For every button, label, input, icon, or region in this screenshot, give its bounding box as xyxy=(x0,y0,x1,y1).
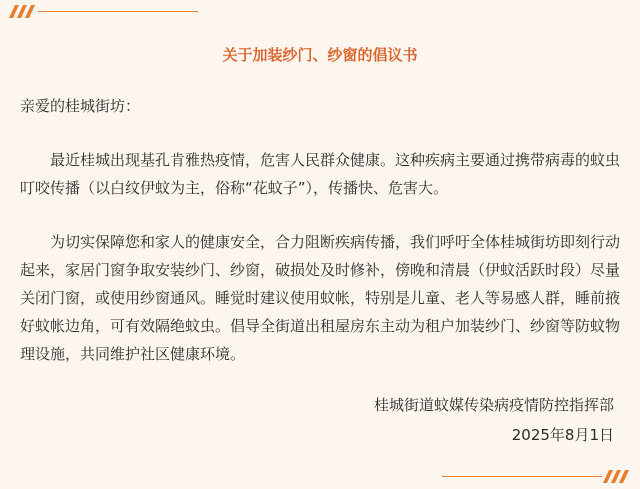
bottom-decoration xyxy=(432,469,632,483)
decorative-slash xyxy=(619,470,629,483)
signature-date: 2025年8月1日 xyxy=(511,426,614,444)
top-decoration xyxy=(8,5,198,19)
document-title: 关于加装纱门、纱窗的倡议书 xyxy=(222,46,418,64)
paragraph-2: 为切实保障您和家人的健康安全，合力阻断疾病传播，我们呼吁全体桂城街坊即刻行动起来，家居门窗争取安装纱门、纱窗，破损处及时修补，傍晚和清晨（伊蚊活跃时段）尽量关闭门窗，或使用纱窗通风。睡觉时建议使用蚊帐，特别是儿童、老人等易感人群，睡前掖好蚊帐边角，可有效隔绝蚊虫。倡导全街道出租屋房东主动为租户加装纱门、纱窗等防蚊物理设施，共同维护社区健康环境。 xyxy=(20,233,621,363)
signature-organization: 桂城街道蚊媒传染病疫情防控指挥部 xyxy=(373,396,614,414)
paragraph-1: 最近桂城出现基孔肯雅热疫情，危害人民群众健康。这种疾病主要通过携带病毒的蚊虫叮咬传播（以白纹伊蚊为主，俗称“花蚊子”），传播快、危害大。 xyxy=(20,151,621,197)
decorative-line xyxy=(442,476,602,477)
decorative-slash xyxy=(25,5,35,18)
signature-block xyxy=(374,390,614,450)
salutation: 亲爱的桂城街坊： xyxy=(20,97,141,115)
decorative-line xyxy=(38,11,198,12)
